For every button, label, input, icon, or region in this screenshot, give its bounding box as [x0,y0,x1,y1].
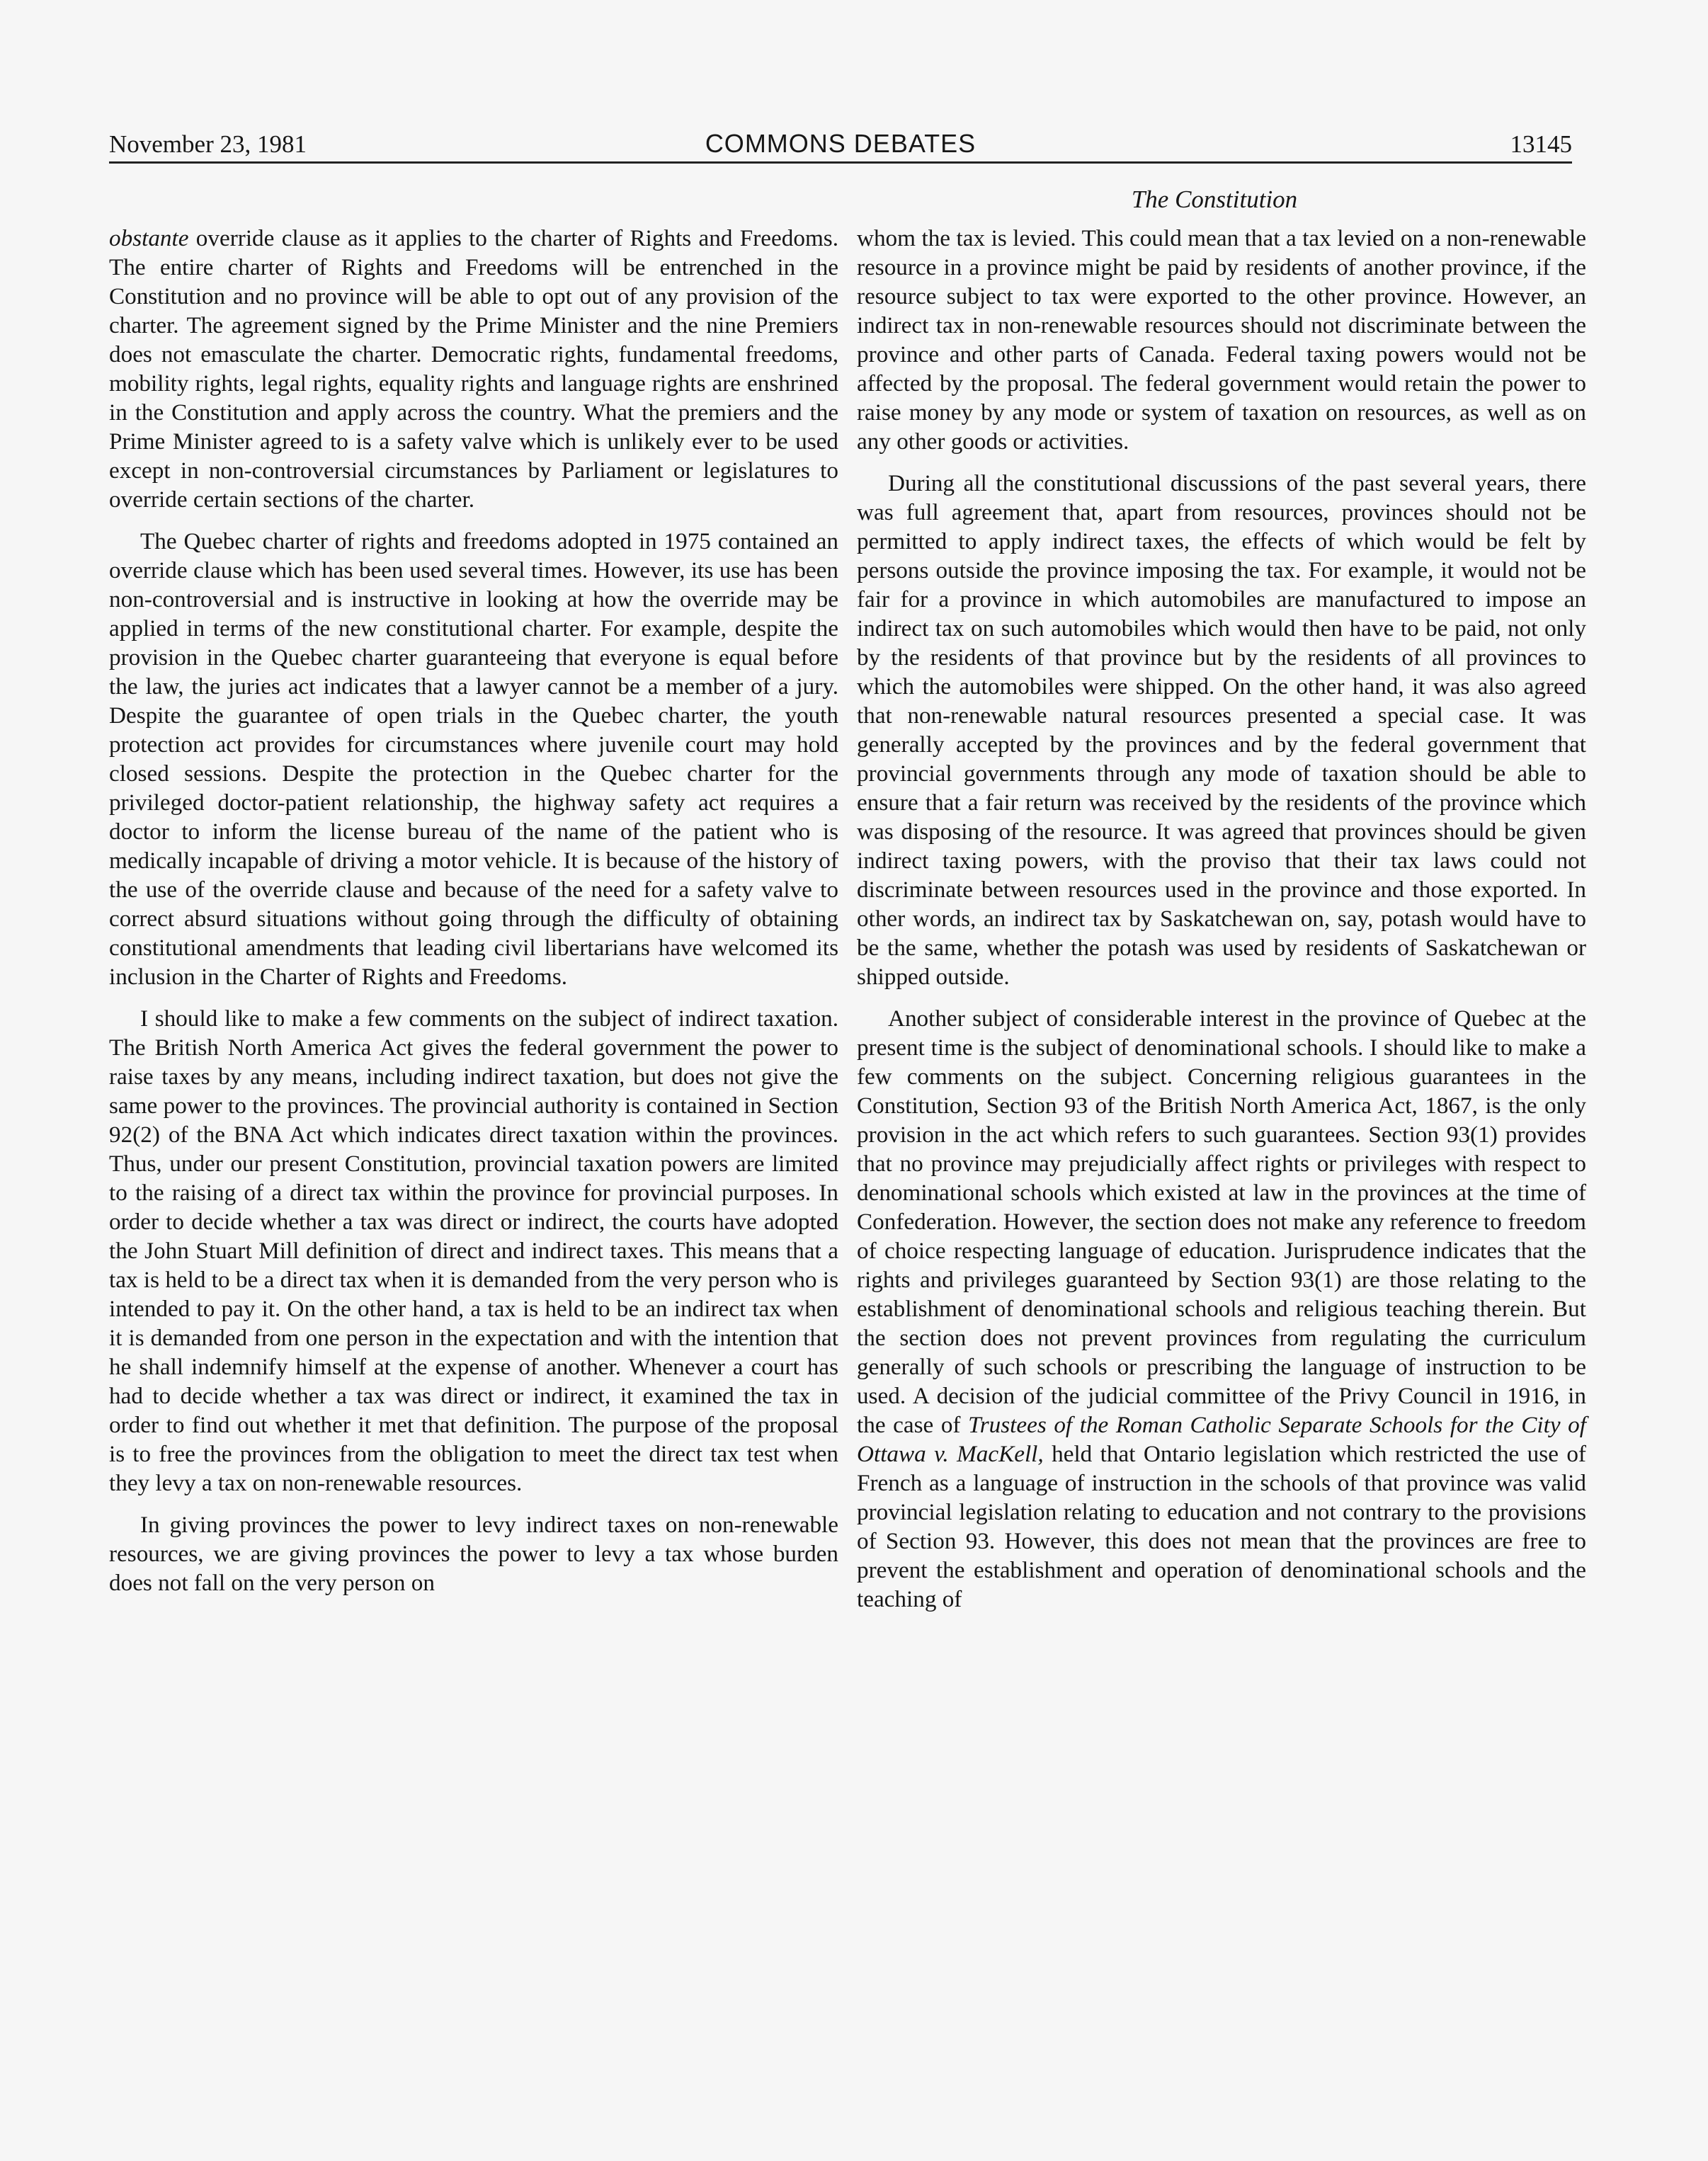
case-name: Trustees of the Roman Catholic Separate Schools for the City of Ottawa v. MacKell, [857,1412,1586,1467]
header-date: November 23, 1981 [109,130,307,158]
paragraph-text: held that Ontario legislation which restricted the use of French as a language of instruction in the schools of that province was valid provincial legislation relating to education and not contrary to the provisions of Section 93. However, this does not mean that the provinces are free to prevent the establishment and operation of denominational schools and the teaching of [857,1441,1586,1612]
paragraph-text: override clause as it applies to the charter of Rights and Freedoms. The entire charter of Rights and Freedoms will be entrenched in the Constitution and no province will be able to opt out of any provision of the charter. The agreement signed by the Prime Minister and the nine Premiers does not emasculate the charter. Democratic rights, fundamental freedoms, mobility rights, legal rights, equality rights and language rights are enshrined in the Constitution and apply across the country. What the premiers and the Prime Minister agreed to is a safety valve which is unlikely ever to be used except in non-controversial circumstances by Parliament or legislatures to override certain sections of the charter. [109,225,838,513]
header-title: COMMONS DEBATES [705,129,977,158]
header-page-number: 13145 [1510,130,1572,158]
paragraph: During all the constitutional discussions of the past several years, there was full agreement that, apart from resources, provinces should not be permitted to apply indirect taxes, the effects of which would be felt by persons outside the province imposing the tax. For example, it would not be fair for a province in which automobiles are manufactured to impose an indirect tax on such automobiles which would then have to be paid, not only by the residents of that province but by the residents of all provinces to which the automobiles were shipped. On the other hand, it was also agreed that non-renewable natural resources presented a special case. It was generally accepted by the provinces and by the federal government that provincial governments through any mode of taxation should be able to ensure that a fair return was received by the residents of the province which was disposing of the resource. It was agreed that provinces should be given indirect taxing powers, with the proviso that their tax laws could not discriminate between resources used in the province and those exported. In other words, an indirect tax by Saskatchewan on, say, potash would have to be the same, whether the potash was used by residents of Saskatchewan or shipped outside. [857,470,1586,990]
paragraph-text: Another subject of considerable interest in the province of Quebec at the present time is the subject of denominational schools. I should like to make a few comments on the subject. Concerning religious guarantees in the Constitution, Section 93 of the British North America Act, 1867, is the only provision in the act which refers to such guarantees. Section 93(1) provides that no province may prejudicially affect rights or privileges with respect to denominational schools which existed at law in the provinces at the time of Confederation. However, the section does not make any reference to freedom of choice respecting language of education. Jurisprudence indicates that the rights and privileges guaranteed by Section 93(1) are those relating to the establishment of denominational schools and religious teaching therein. But the section does not prevent provinces from regulating the curriculum generally of such schools or prescribing the language of instruction to be used. A decision of the judicial committee of the Privy Council in 1916, in the case of [857,1005,1586,1438]
paragraph [109,224,838,514]
paragraph: The Quebec charter of rights and freedoms adopted in 1975 contained an override clause which has been used several times. However, its use has been non-controversial and is instructive in looking at how the override may be applied in terms of the new constitutional charter. For example, despite the provision in the Quebec charter guaranteeing that everyone is equal before the law, the juries act indicates that a lawyer cannot be a member of a jury. Despite the guarantee of open trials in the Quebec charter, the youth protection act provides for circumstances where juvenile court may hold closed sessions. Despite the protection in the Quebec charter for the privileged doctor-patient relationship, the highway safety act requires a doctor to inform the license bureau of the name of the patient who is medically incapable of driving a motor vehicle. It is because of the history of the use of the override clause and because of the need for a safety valve to correct absurd situations without going through the difficulty of obtaining constitutional amendments that leading civil libertarians have welcomed its inclusion in the Charter of Rights and Freedoms. [109,528,838,990]
paragraph [857,1004,1586,1614]
paragraph: I should like to make a few comments on the subject of indirect taxation. The British North America Act gives the federal government the power to raise taxes by any means, including indirect taxation, but does not give the same power to the provinces. The provincial authority is contained in Section 92(2) of the BNA Act which indicates direct taxation within the provinces. Thus, under our present Constitution, provincial taxation powers are limited to the raising of a direct tax within the province for provincial purposes. In order to decide whether a tax was direct or indirect, the courts have adopted the John Stuart Mill definition of direct and indirect taxes. This means that a tax is held to be a direct tax when it is demanded from the very person who is intended to pay it. On the other hand, a tax is held to be an indirect tax when it is demanded from one person in the expectation and with the intention that he shall indemnify himself at the expense of another. Whenever a court has had to decide whether a tax was direct or indirect, it examined the tax in order to find out whether it met that definition. The purpose of the proposal is to free the provinces from the obligation to meet the direct tax test when they levy a tax on non-renewable resources. [109,1005,838,1496]
right-column [857,224,1586,1626]
section-title: The Constitution [1131,186,1298,213]
paragraph: whom the tax is levied. This could mean that a tax levied on a non-renewable resource in a province might be paid by residents of another province, if the resource subject to tax were exported to the other province. However, an indirect tax in non-renewable resources should not discriminate between the province and other parts of Canada. Federal taxing powers would not be affected by the proposal. The federal government would retain the power to raise money by any mode or system of taxation on resources, as well as on any other goods or activities. [857,225,1586,455]
paragraph: In giving provinces the power to levy indirect taxes on non-renewable resources, we are giving provinces the power to levy a tax whose burden does not fall on the very person on [109,1512,838,1596]
left-column [109,224,838,1610]
italic-word: obstante [109,225,189,251]
page-header [109,126,1572,164]
